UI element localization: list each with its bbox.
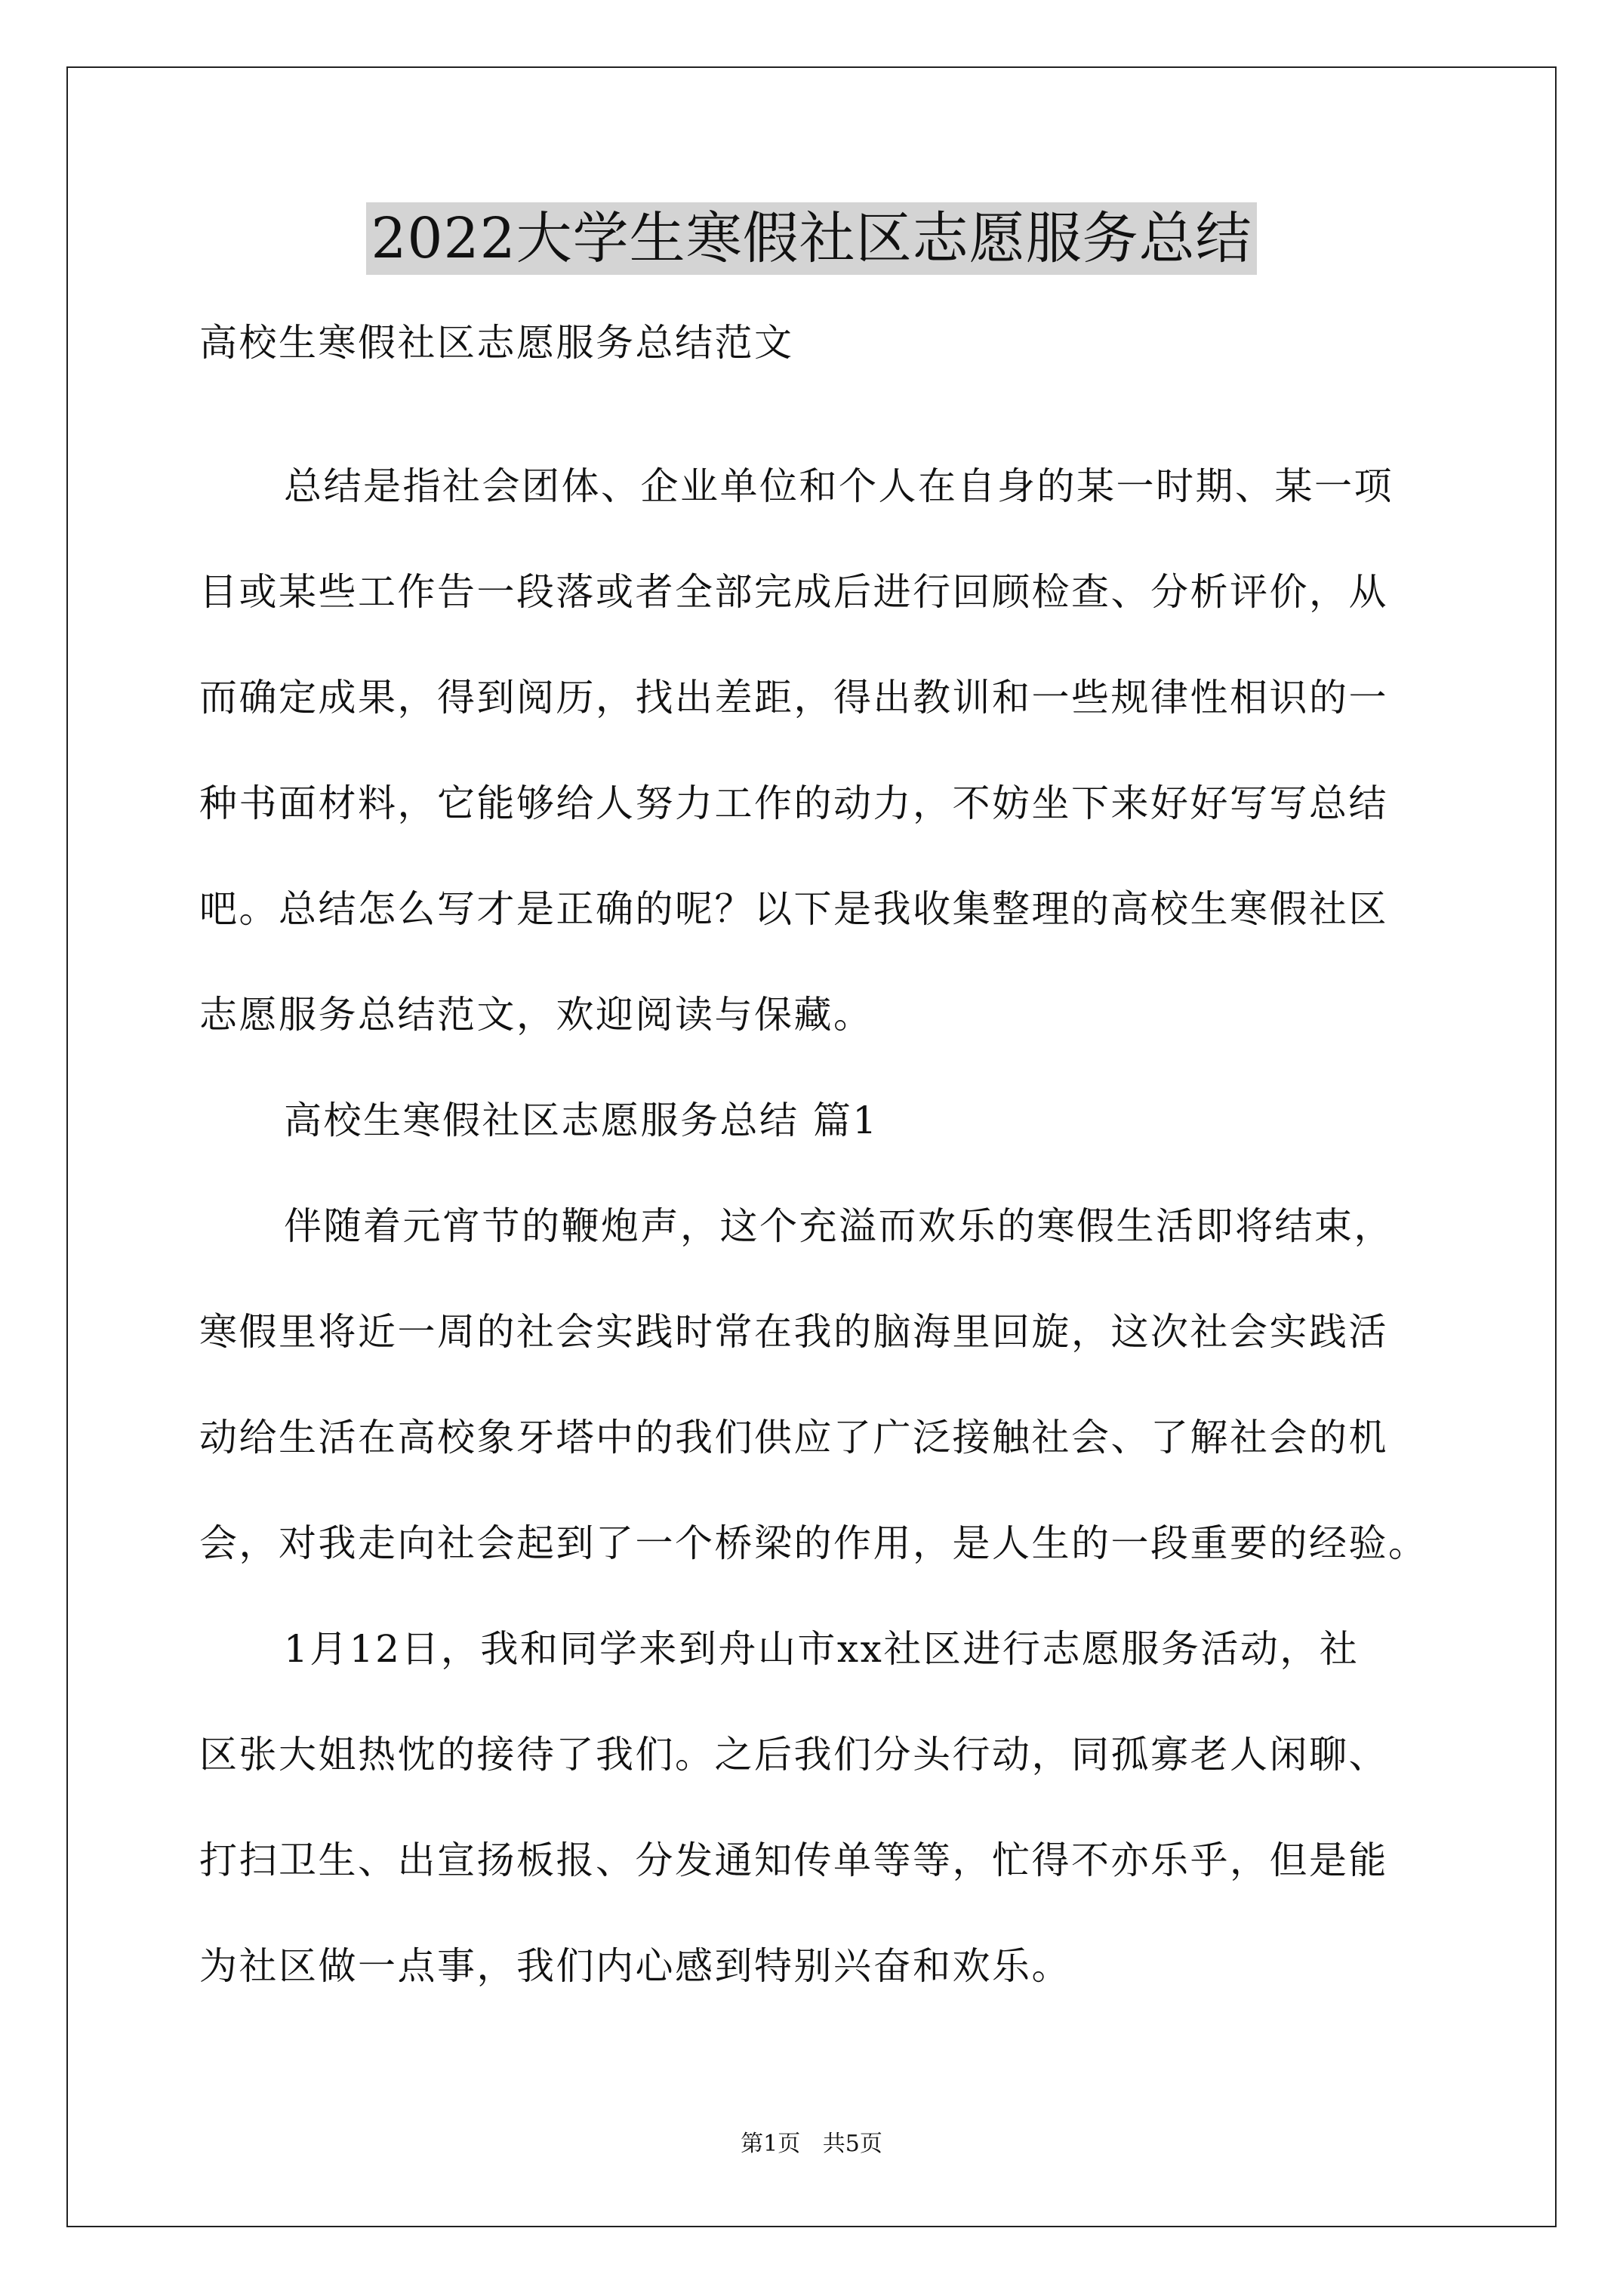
document-title: 2022大学生寒假社区志愿服务总结 [366, 202, 1256, 275]
page-total: 共5页 [822, 2131, 882, 2157]
paragraph-line: 目或某些工作告一段落或者全部完成后进行回顾检查、分析评价，从 [199, 570, 1388, 614]
paragraph-line: 会，对我走向社会起到了一个桥梁的作用，是人生的一段重要的经验。 [199, 1521, 1428, 1565]
section-heading: 高校生寒假社区志愿服务总结 篇1 [284, 1099, 879, 1142]
paragraph-line: 种书面材料，它能够给人努力工作的动力，不妨坐下来好好写写总结 [199, 781, 1388, 825]
paragraph-line: 为社区做一点事，我们内心感到特别兴奋和欢乐。 [199, 1944, 1071, 1988]
page-current: 第1页 [741, 2131, 801, 2157]
paragraph-line: 伴随着元宵节的鞭炮声，这个充溢而欢乐的寒假生活即将结束， [284, 1204, 1394, 1248]
paragraph-line: 寒假里将近一周的社会实践时常在我的脑海里回旋，这次社会实践活 [199, 1310, 1388, 1354]
paragraph-line: 总结是指社会团体、企业单位和个人在自身的某一时期、某一项 [284, 464, 1394, 508]
document-subtitle: 高校生寒假社区志愿服务总结范文 [199, 321, 794, 365]
title-container [0, 202, 1623, 275]
paragraph-line: 志愿服务总结范文，欢迎阅读与保藏。 [199, 993, 873, 1037]
paragraph-line: 动给生活在高校象牙塔中的我们供应了广泛接触社会、了解社会的机 [199, 1416, 1388, 1459]
page-footer [0, 2129, 1623, 2159]
page-border [66, 66, 1557, 2227]
paragraph-line: 1月12日，我和同学来到舟山市xx社区进行志愿服务活动，社 [284, 1627, 1360, 1671]
paragraph-line: 吧。总结怎么写才是正确的呢？以下是我收集整理的高校生寒假社区 [199, 887, 1388, 931]
paragraph-line: 打扫卫生、出宣扬板报、分发通知传单等等，忙得不亦乐乎，但是能 [199, 1838, 1388, 1882]
paragraph-line: 区张大姐热忱的接待了我们。之后我们分头行动，同孤寡老人闲聊、 [199, 1733, 1388, 1777]
paragraph-line: 而确定成果，得到阅历，找出差距，得出教训和一些规律性相识的一 [199, 676, 1388, 720]
